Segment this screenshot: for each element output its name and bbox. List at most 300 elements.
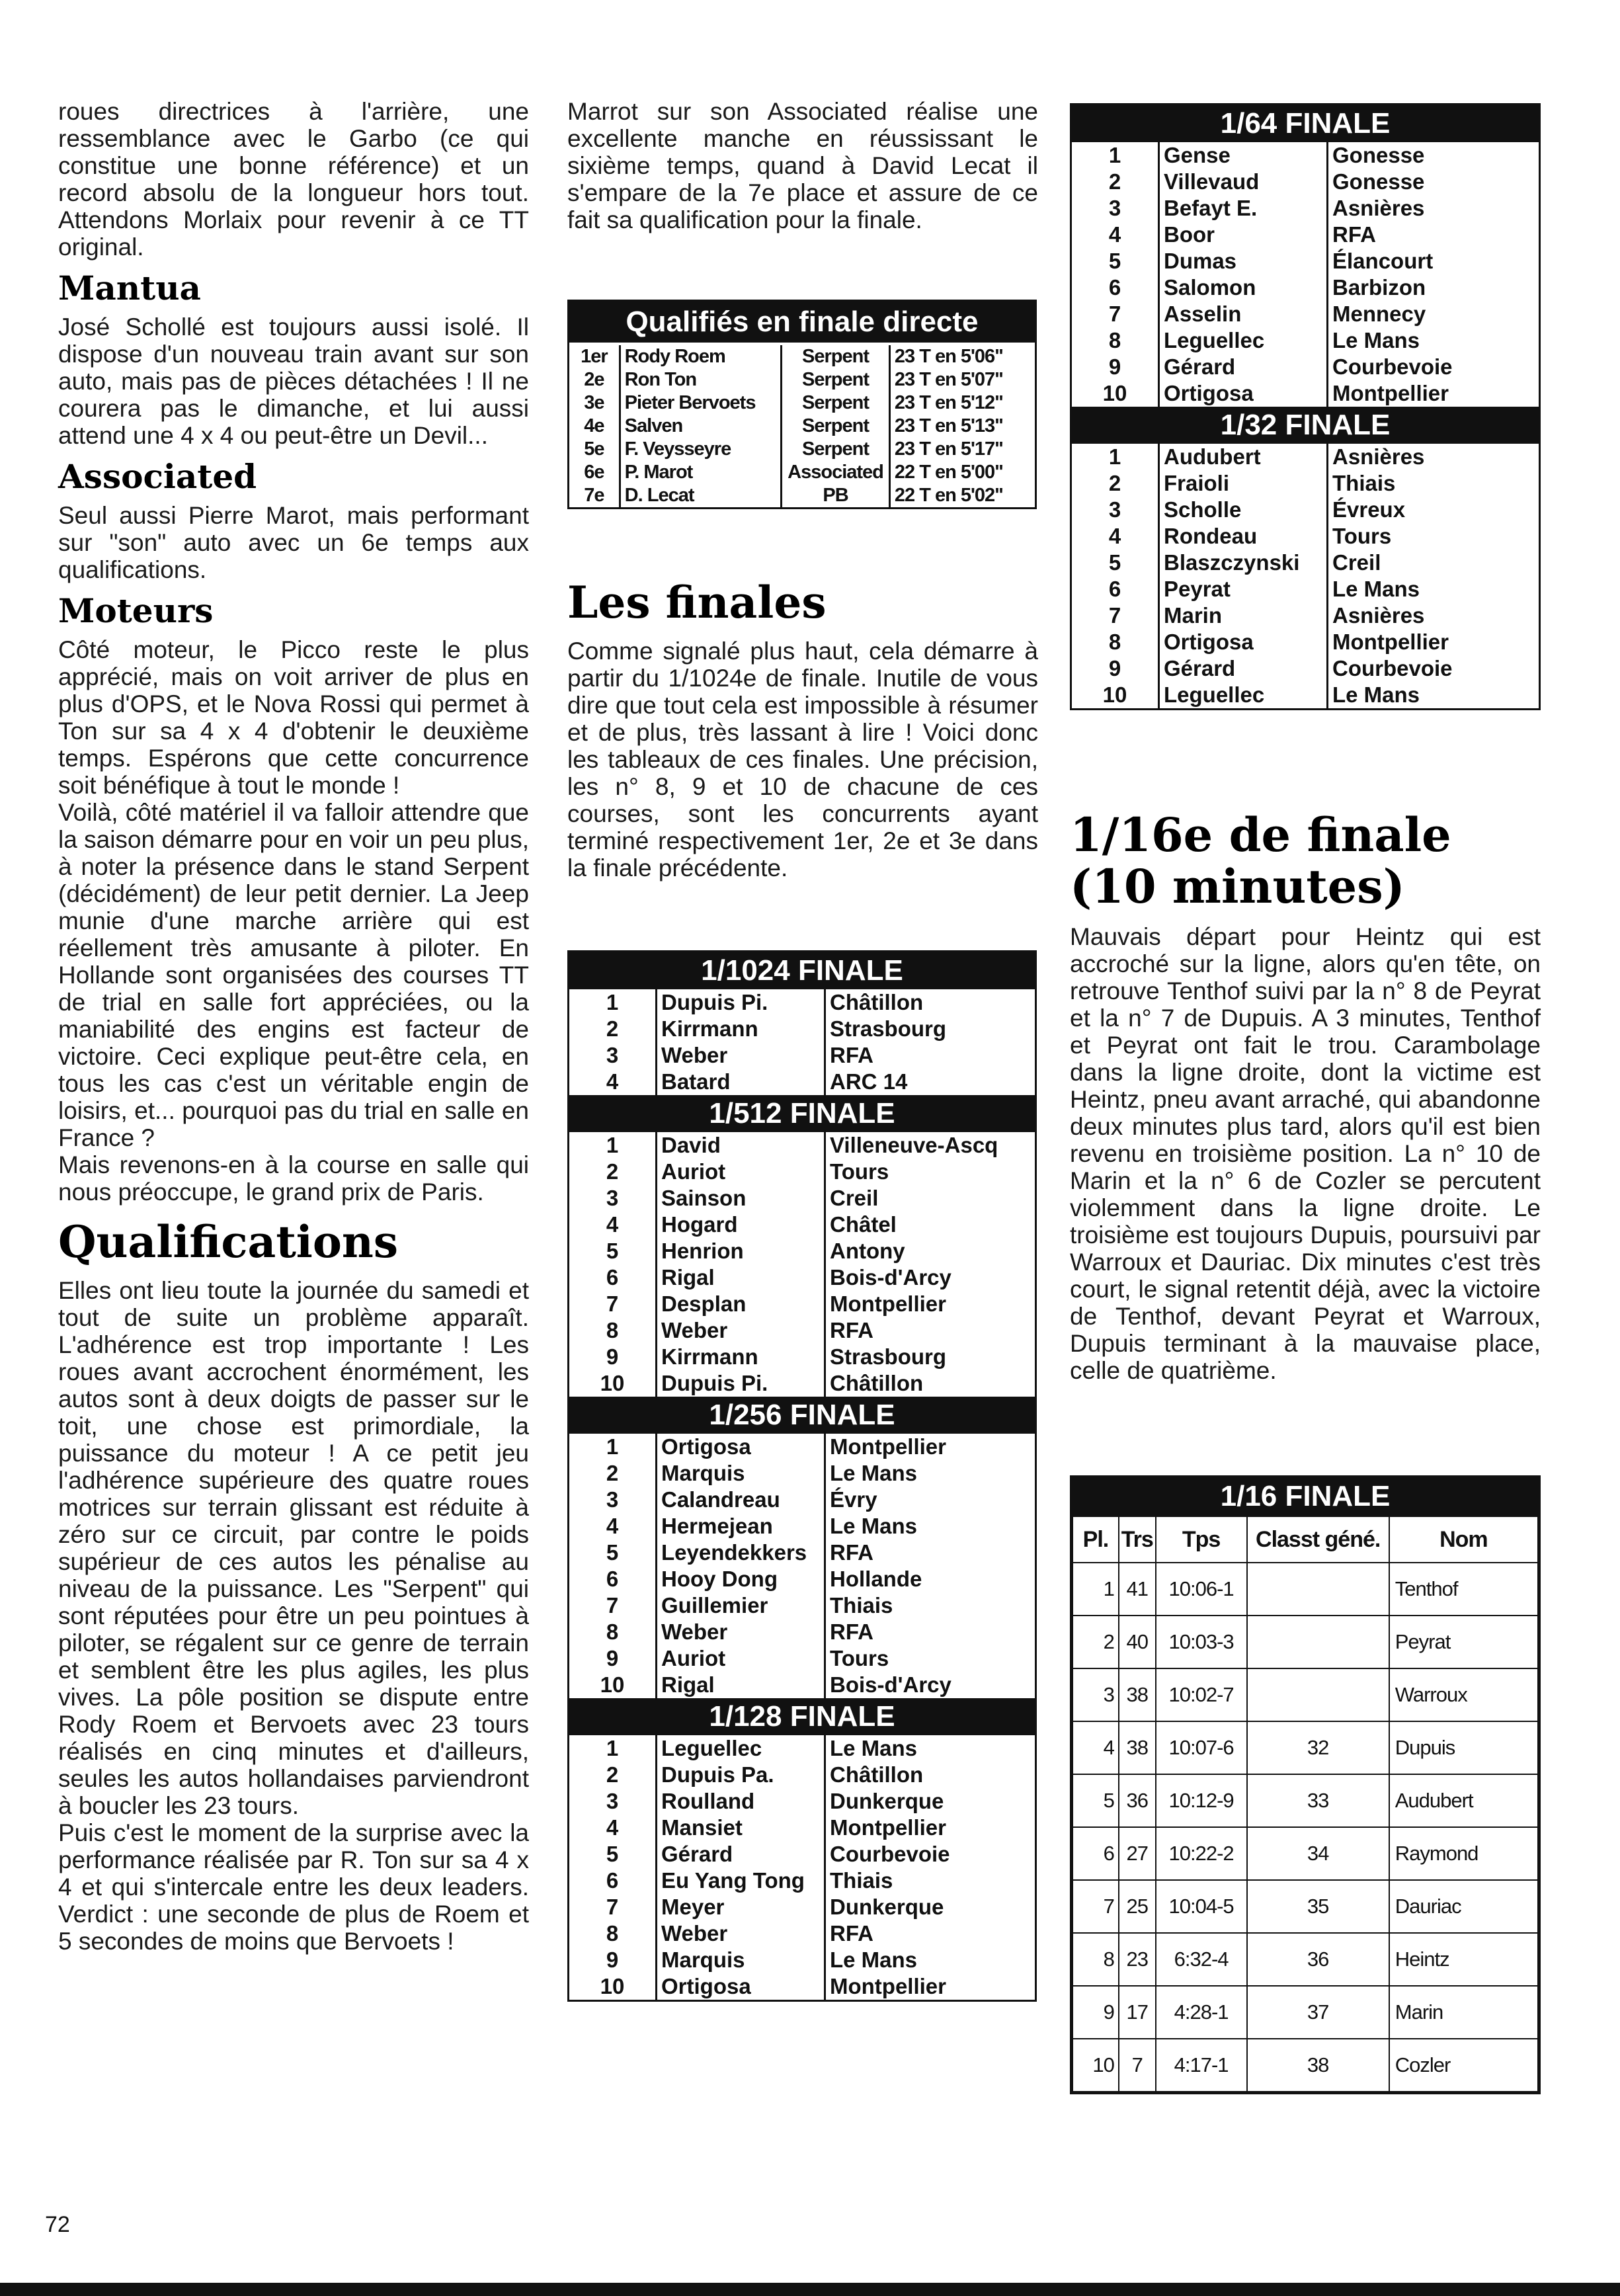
final-place: 6: [569, 1264, 657, 1291]
paragraph-voila: Voilà, côté matériel il va falloir attendre que la saison démarre pour en voir un peu plus, à noter la présence dans le stand Serpent (décidément) de leur petit dernier. La Jeep munie d'une marche arrière qui est réellement très amusante à piloter. En Hollande sont organisées des courses TT de trial en salle fort appréciées, ou la maniabilité des engins est facteur de victoire. Ceci explique peut-être cela, en tous les cas c'est un véritable engin de loisirs, et... pourquoi pas du trial en salle en France ?: [58, 799, 529, 1151]
final-driver: Auriot: [657, 1645, 825, 1672]
final-16-overall: [1247, 1563, 1389, 1616]
final-place: 9: [1072, 655, 1159, 682]
final-row: [1072, 655, 1539, 682]
final-club: Bois-d'Arcy: [830, 1265, 952, 1290]
final-row: [569, 989, 1035, 1016]
final-16-laps: 41: [1119, 1563, 1156, 1616]
final-row: [569, 1370, 1035, 1397]
final-place: 4: [1072, 523, 1159, 550]
final-16-row: [1073, 1986, 1538, 2039]
final-place: 1: [569, 1735, 657, 1762]
qualified-car: Serpent: [782, 438, 890, 461]
paragraph-moteurs: Côté moteur, le Picco reste le plus apprécié, mais on voit arriver de plus en plus d'OPS, et le Nova Rossi qui permet à Ton sur sa 4 x 4 d'obtenir le deuxième temps. Espérons que cette concurrence soit bénéfique à tout le monde !: [58, 636, 529, 799]
final-16-time: 10:04-5: [1156, 1880, 1247, 1933]
final-row: [1072, 169, 1539, 195]
final-row: [569, 1434, 1035, 1460]
final-16-place: 1: [1073, 1563, 1119, 1616]
final-driver: Auriot: [657, 1159, 825, 1185]
final-16-header: Pl.: [1073, 1516, 1119, 1563]
final-row: [1072, 195, 1539, 222]
final-driver: Dupuis Pi.: [657, 1370, 825, 1397]
final-driver: Ortigosa: [1159, 380, 1328, 407]
final-club: Thiais: [830, 1593, 893, 1618]
final-16-place: 10: [1073, 2039, 1119, 2092]
final-16-laps: 7: [1119, 2039, 1156, 2092]
final-driver: Salomon: [1159, 274, 1328, 301]
column-2: [567, 98, 1038, 2002]
final-place: 5: [569, 1841, 657, 1867]
final-16-overall: 36: [1247, 1933, 1389, 1986]
final-row: [569, 1867, 1035, 1894]
final-row: [569, 1841, 1035, 1867]
final-driver: Blaszczynski: [1159, 550, 1328, 576]
final-16-row: [1073, 1563, 1538, 1616]
final-place: 5: [1072, 248, 1159, 274]
final-row: [569, 1317, 1035, 1344]
final-16-header: Classt géné.: [1247, 1516, 1389, 1563]
final-row: [1072, 142, 1539, 169]
final-16-name: Peyrat: [1389, 1616, 1538, 1668]
final-16-header: Tps: [1156, 1516, 1247, 1563]
final-row: [1072, 301, 1539, 327]
final-driver: Gérard: [1159, 655, 1328, 682]
final-club: Tours: [830, 1159, 889, 1184]
final-row: [1072, 380, 1539, 407]
qualified-car: Serpent: [782, 391, 890, 415]
final-club: Tours: [1332, 524, 1392, 548]
final-driver: Rigal: [657, 1672, 825, 1698]
final-row: [569, 1815, 1035, 1841]
final-place: 3: [569, 1185, 657, 1211]
final-row: [569, 1291, 1035, 1317]
final-club: Dunkerque: [830, 1789, 944, 1813]
final-16-place: 3: [1073, 1668, 1119, 1721]
final-driver: Gense: [1159, 142, 1328, 169]
final-club: Le Mans: [830, 1948, 918, 1972]
final-16-time: 10:12-9: [1156, 1774, 1247, 1827]
final-16-row: [1073, 1774, 1538, 1827]
final-row: [569, 1539, 1035, 1566]
qualified-rank: 3e: [569, 391, 620, 415]
final-driver: Peyrat: [1159, 576, 1328, 602]
final-driver: Weber: [657, 1317, 825, 1344]
final-place: 4: [1072, 222, 1159, 248]
final-16-overall: 33: [1247, 1774, 1389, 1827]
final-16-place: 4: [1073, 1721, 1119, 1774]
final-club: RFA: [830, 1043, 873, 1067]
final-row: [1072, 248, 1539, 274]
qualified-table: [567, 300, 1037, 509]
final-club: Creil: [830, 1186, 879, 1210]
final-row: [569, 1069, 1035, 1095]
final-place: 5: [1072, 550, 1159, 576]
qualified-result: 23 T en 5'12": [894, 392, 1003, 413]
final-driver: Meyer: [657, 1894, 825, 1920]
final-driver: David: [657, 1132, 825, 1159]
final-club: Mennecy: [1332, 302, 1426, 326]
final-table: [569, 1132, 1035, 1397]
final-driver: Roulland: [657, 1788, 825, 1815]
column-3: [1070, 103, 1541, 2094]
final-place: 7: [569, 1291, 657, 1317]
final-16-overall: 37: [1247, 1986, 1389, 2039]
final-club: Montpellier: [830, 1434, 947, 1459]
final-club: Évreux: [1332, 497, 1406, 522]
final-driver: Sainson: [657, 1185, 825, 1211]
final-row: [569, 1264, 1035, 1291]
final-driver: Asselin: [1159, 301, 1328, 327]
final-place: 4: [569, 1513, 657, 1539]
final-driver: Leguellec: [1159, 682, 1328, 708]
finals-stack-col3: [1070, 103, 1541, 710]
final-club: Dunkerque: [830, 1895, 944, 1919]
paragraph-mais: Mais revenons-en à la course en salle qui nous préoccupe, le grand prix de Paris.: [58, 1151, 529, 1206]
column2-intro: Marrot sur son Associated réalise une excellente manche en réussissant le sixième temps, quand à David Lecat il s'empare de la 7e place et assure de ce fait sa qualification pour la finale.: [567, 98, 1038, 233]
final-16-laps: 25: [1119, 1880, 1156, 1933]
final-16-overall: 38: [1247, 2039, 1389, 2092]
final-driver: Villevaud: [1159, 169, 1328, 195]
final-place: 10: [569, 1672, 657, 1698]
final-place: 1: [569, 1132, 657, 1159]
final-driver: Kirrmann: [657, 1344, 825, 1370]
final-16-time: 4:28-1: [1156, 1986, 1247, 2039]
final-club: Le Mans: [830, 1736, 918, 1760]
final-driver: Gérard: [657, 1841, 825, 1867]
final-club: RFA: [830, 1620, 873, 1644]
final-row: [569, 1592, 1035, 1619]
final-driver: Guillemier: [657, 1592, 825, 1619]
final-club: Courbevoie: [1332, 354, 1453, 379]
qualified-result: 23 T en 5'07": [894, 369, 1003, 390]
final-driver: Hogard: [657, 1211, 825, 1238]
final-place: 8: [569, 1619, 657, 1645]
final-table: [569, 1735, 1035, 2000]
final-club: Montpellier: [830, 1815, 947, 1840]
final-row: [1072, 602, 1539, 629]
final-club: Le Mans: [830, 1514, 918, 1538]
paragraph-mantua: José Schollé est toujours aussi isolé. Il dispose d'un nouveau train avant sur son auto, mais pas de pièces détachées ! Il ne courera pas le dimanche, et lui aussi attend une 4 x 4 ou peut-être un Devil...: [58, 313, 529, 449]
qualified-driver: D. Lecat: [620, 484, 782, 507]
final-16-place: 7: [1073, 1880, 1119, 1933]
final-club: Châtillon: [830, 1371, 924, 1395]
final-driver: Marquis: [657, 1947, 825, 1973]
final-row: [1072, 327, 1539, 354]
intro-paragraph: roues directrices à l'arrière, une ressemblance avec le Garbo (ce qui constitue une bonne référence) et un record absolu de la longueur hors tout. Attendons Morlaix pour revenir à ce TT original.: [58, 98, 529, 261]
final-driver: Hermejean: [657, 1513, 825, 1539]
column-1: [58, 98, 529, 1955]
final-club: Creil: [1332, 550, 1381, 575]
final-title: 1/128 FINALE: [569, 1698, 1035, 1735]
final-row: [1072, 682, 1539, 708]
paragraph-finales: Comme signalé plus haut, cela démarre à partir du 1/1024e de finale. Inutile de vous dire que tout cela est impossible à résumer et de plus, très lassant à lire ! Voici donc les tableaux de ces finales. Une précision, les n° 8, 9 et 10 de chacune de ces courses, sont les concurrents ayant terminé respectivement 1er, 2e et 3e dans la finale précédente.: [567, 637, 1038, 882]
final-16-laps: 40: [1119, 1616, 1156, 1668]
paragraph-qualifications-1: Elles ont lieu toute la journée du samedi et tout de suite un problème apparaît. L'adhérence est trop importante ! Les roues avant accrochent énormément, les autos sont à deux doigts de passer sur le toit, une chose est primordiale, la puissance du moteur ! A ce petit jeu l'adhérence supérieure des quatre roues motrices sur terrain glissant est réduite à zéro sur ce circuit, par contre le poids supérieur de ces autos les pénalise au niveau de la puissance. Les "Serpent" qui sont réputées pour être un peu pointues à piloter, se régalent sur ce genre de terrain et semblent être les plus agiles, les plus vives. La pôle position se dispute entre Rody Roem et Bervoets avec 23 tours réalisés en cinq minutes et d'ailleurs, seules les autos hollandaises parviendront à boucler les 23 tours.: [58, 1277, 529, 1819]
final-16-place: 5: [1073, 1774, 1119, 1827]
final-club: Châtel: [830, 1212, 897, 1237]
final-place: 4: [569, 1211, 657, 1238]
final-driver: Ortigosa: [1159, 629, 1328, 655]
final-row: [569, 1460, 1035, 1487]
final-16-time: 10:22-2: [1156, 1827, 1247, 1880]
final-place: 6: [1072, 576, 1159, 602]
final-16-row: [1073, 1827, 1538, 1880]
final-place: 6: [569, 1867, 657, 1894]
qualified-result: 23 T en 5'13": [894, 415, 1003, 436]
qualified-driver: Rody Roem: [620, 345, 782, 368]
final-club: Élancourt: [1332, 249, 1434, 273]
heading-moteurs: Moteurs: [58, 591, 214, 630]
final-driver: Weber: [657, 1619, 825, 1645]
final-club: Montpellier: [830, 1292, 947, 1316]
final-club: Antony: [830, 1239, 905, 1263]
final-row: [569, 1973, 1035, 2000]
final-16-laps: 27: [1119, 1827, 1156, 1880]
final-place: 5: [569, 1238, 657, 1264]
finals-stack-col2: [567, 950, 1037, 2002]
final-place: 4: [569, 1815, 657, 1841]
final-club: Évry: [830, 1487, 877, 1512]
final-place: 10: [569, 1370, 657, 1397]
final-driver: Calandreau: [657, 1487, 825, 1513]
final-16-overall: [1247, 1668, 1389, 1721]
final-place: 9: [1072, 354, 1159, 380]
final-club: Thiais: [1332, 471, 1396, 495]
qualified-rank: 7e: [569, 484, 620, 507]
page-number: 72: [45, 2212, 70, 2237]
final-row: [1072, 222, 1539, 248]
final-16-overall: 35: [1247, 1880, 1389, 1933]
final-row: [1072, 354, 1539, 380]
final-driver: Ortigosa: [657, 1973, 825, 2000]
final-club: Hollande: [830, 1567, 922, 1591]
final-16-overall: 34: [1247, 1827, 1389, 1880]
final-club: Asnières: [1332, 603, 1425, 628]
final-driver: Dupuis Pi.: [657, 989, 825, 1016]
heading-qualifications: Qualifications: [58, 1216, 399, 1268]
final-driver: Eu Yang Tong: [657, 1867, 825, 1894]
final-row: [1072, 629, 1539, 655]
final-row: [569, 1672, 1035, 1698]
final-16-row: [1073, 2039, 1538, 2092]
final-16-row: [1073, 1616, 1538, 1668]
final-row: [569, 1920, 1035, 1947]
final-place: 9: [569, 1645, 657, 1672]
final-16-name: Tenthof: [1389, 1563, 1538, 1616]
qualified-car: Serpent: [782, 415, 890, 438]
qualified-row: [569, 345, 1035, 368]
qualified-result: 22 T en 5'00": [894, 462, 1003, 483]
final-16-time: 10:03-3: [1156, 1616, 1247, 1668]
final-title: 1/256 FINALE: [569, 1397, 1035, 1434]
final-row: [1072, 576, 1539, 602]
final-16-name: Warroux: [1389, 1668, 1538, 1721]
final-16-row: [1073, 1721, 1538, 1774]
final-16-row: [1073, 1668, 1538, 1721]
final-16-laps: 17: [1119, 1986, 1156, 2039]
final-16-grid: [1072, 1516, 1539, 2092]
final-place: 8: [1072, 629, 1159, 655]
final-16-overall: 32: [1247, 1721, 1389, 1774]
final-row: [569, 1513, 1035, 1539]
final-driver: Rigal: [657, 1264, 825, 1291]
final-16-name: Marin: [1389, 1986, 1538, 2039]
final-driver: Mansiet: [657, 1815, 825, 1841]
final-place: 3: [1072, 195, 1159, 222]
final-row: [569, 1132, 1035, 1159]
final-club: Courbevoie: [830, 1842, 950, 1866]
qualified-row: [569, 438, 1035, 461]
final-driver: Gérard: [1159, 354, 1328, 380]
final-row: [569, 1185, 1035, 1211]
final-club: Le Mans: [1332, 577, 1420, 601]
final-club: Strasbourg: [830, 1016, 947, 1041]
final-club: Asnières: [1332, 196, 1425, 220]
final-driver: Scholle: [1159, 497, 1328, 523]
final-row: [569, 1238, 1035, 1264]
qualified-table-title: Qualifiés en finale directe: [569, 302, 1035, 343]
final-16-table: [1070, 1475, 1541, 2094]
final-club: Gonesse: [1332, 169, 1425, 194]
final-place: 1: [1072, 142, 1159, 169]
final-driver: Leyendekkers: [657, 1539, 825, 1566]
final-place: 8: [1072, 327, 1159, 354]
final-place: 7: [569, 1894, 657, 1920]
final-table: [569, 989, 1035, 1095]
final-place: 1: [569, 989, 657, 1016]
final-table: [569, 1434, 1035, 1698]
final-club: Le Mans: [1332, 328, 1420, 352]
final-club: Bois-d'Arcy: [830, 1672, 952, 1697]
final-place: 4: [569, 1069, 657, 1095]
final-row: [1072, 523, 1539, 550]
final-row: [1072, 497, 1539, 523]
paragraph-1-16: Mauvais départ pour Heintz qui est accroché sur la ligne, alors qu'en tête, on retrouve Tenthof suivi par la n° 8 de Peyrat et la n° 7 de Dupuis. A 3 minutes, Tenthof et Peyrat ont fait le trou. Carambolage dans la ligne droite, dont la victime est Heintz, pneu avant arraché, qui abandonne deux minutes plus tard, alors qu'il est bien revenu en troisième position. La n° 10 de Marin et la n° 6 de Cozler se percutent violemment dans la ligne droite. Le troisième est toujours Dupuis, poursuivi par Warroux et Dauriac. Dix minutes c'est très court, le signal retentit déjà, avec la victoire de Tenthof, devant Peyrat et Warroux, Dupuis terminant à la mauvaise place, celle de quatrième.: [1070, 923, 1541, 1384]
final-row: [569, 1042, 1035, 1069]
final-club: RFA: [830, 1318, 873, 1342]
final-16-name: Dauriac: [1389, 1880, 1538, 1933]
final-row: [569, 1762, 1035, 1788]
final-driver: Dupuis Pa.: [657, 1762, 825, 1788]
final-place: 2: [569, 1016, 657, 1042]
qualified-car: PB: [782, 484, 890, 507]
final-driver: Ortigosa: [657, 1434, 825, 1460]
final-place: 2: [569, 1460, 657, 1487]
final-place: 6: [1072, 274, 1159, 301]
final-driver: Dumas: [1159, 248, 1328, 274]
final-driver: Audubert: [1159, 444, 1328, 470]
qualified-row: [569, 484, 1035, 507]
final-title: 1/512 FINALE: [569, 1095, 1035, 1132]
final-club: Asnières: [1332, 444, 1425, 469]
final-club: Montpellier: [1332, 381, 1449, 405]
final-16-header: Trs: [1119, 1516, 1156, 1563]
final-club: RFA: [1332, 222, 1376, 247]
final-table: [1072, 142, 1539, 407]
final-place: 1: [1072, 444, 1159, 470]
final-row: [1072, 444, 1539, 470]
qualified-row: [569, 461, 1035, 484]
qualified-car: Serpent: [782, 368, 890, 391]
final-16-name: Audubert: [1389, 1774, 1538, 1827]
final-club: Le Mans: [1332, 682, 1420, 707]
final-row: [569, 1344, 1035, 1370]
final-row: [569, 1487, 1035, 1513]
final-club: Châtillon: [830, 1762, 924, 1787]
qualified-row: [569, 368, 1035, 391]
final-table: [1072, 444, 1539, 708]
final-place: 3: [1072, 497, 1159, 523]
final-club: Gonesse: [1332, 143, 1425, 167]
final-row: [569, 1788, 1035, 1815]
heading-1-16-finale: 1/16e de finale (10 minutes): [1070, 807, 1451, 914]
final-row: [569, 1735, 1035, 1762]
final-club: Strasbourg: [830, 1344, 947, 1369]
final-row: [1072, 470, 1539, 497]
final-place: 5: [569, 1539, 657, 1566]
final-club: Thiais: [830, 1868, 893, 1893]
final-place: 2: [1072, 470, 1159, 497]
final-16-time: 10:06-1: [1156, 1563, 1247, 1616]
qualified-driver: Ron Ton: [620, 368, 782, 391]
final-title: 1/1024 FINALE: [569, 952, 1035, 989]
qualified-row: [569, 391, 1035, 415]
final-row: [569, 1645, 1035, 1672]
heading-mantua: Mantua: [58, 268, 201, 308]
final-16-row: [1073, 1933, 1538, 1986]
final-16-row: [1073, 1880, 1538, 1933]
final-place: 8: [569, 1920, 657, 1947]
final-16-name: Cozler: [1389, 2039, 1538, 2092]
qualified-result: 23 T en 5'17": [894, 438, 1003, 460]
final-driver: Hooy Dong: [657, 1566, 825, 1592]
final-row: [569, 1894, 1035, 1920]
qualified-driver: P. Marot: [620, 461, 782, 484]
final-club: Châtillon: [830, 990, 924, 1014]
qualified-car: Serpent: [782, 345, 890, 368]
heading-associated: Associated: [58, 457, 257, 496]
final-place: 2: [569, 1762, 657, 1788]
final-row: [569, 1211, 1035, 1238]
final-row: [569, 1016, 1035, 1042]
final-place: 7: [1072, 602, 1159, 629]
final-driver: Marquis: [657, 1460, 825, 1487]
final-16-time: 4:17-1: [1156, 2039, 1247, 2092]
final-16-laps: 36: [1119, 1774, 1156, 1827]
final-place: 10: [1072, 682, 1159, 708]
final-place: 9: [569, 1947, 657, 1973]
final-place: 8: [569, 1317, 657, 1344]
final-driver: Marin: [1159, 602, 1328, 629]
final-driver: Fraioli: [1159, 470, 1328, 497]
heading-les-finales: Les finales: [567, 577, 827, 628]
final-16-place: 8: [1073, 1933, 1119, 1986]
final-row: [569, 1947, 1035, 1973]
final-place: 7: [1072, 301, 1159, 327]
final-16-laps: 38: [1119, 1721, 1156, 1774]
final-16-name: Heintz: [1389, 1933, 1538, 1986]
qualified-rank: 1er: [569, 345, 620, 368]
final-16-title: 1/16 FINALE: [1072, 1477, 1539, 1516]
final-driver: Henrion: [657, 1238, 825, 1264]
final-16-time: 10:07-6: [1156, 1721, 1247, 1774]
final-driver: Weber: [657, 1920, 825, 1947]
final-club: Montpellier: [1332, 630, 1449, 654]
qualified-driver: F. Veysseyre: [620, 438, 782, 461]
final-place: 7: [569, 1592, 657, 1619]
qualified-row: [569, 415, 1035, 438]
final-driver: Rondeau: [1159, 523, 1328, 550]
